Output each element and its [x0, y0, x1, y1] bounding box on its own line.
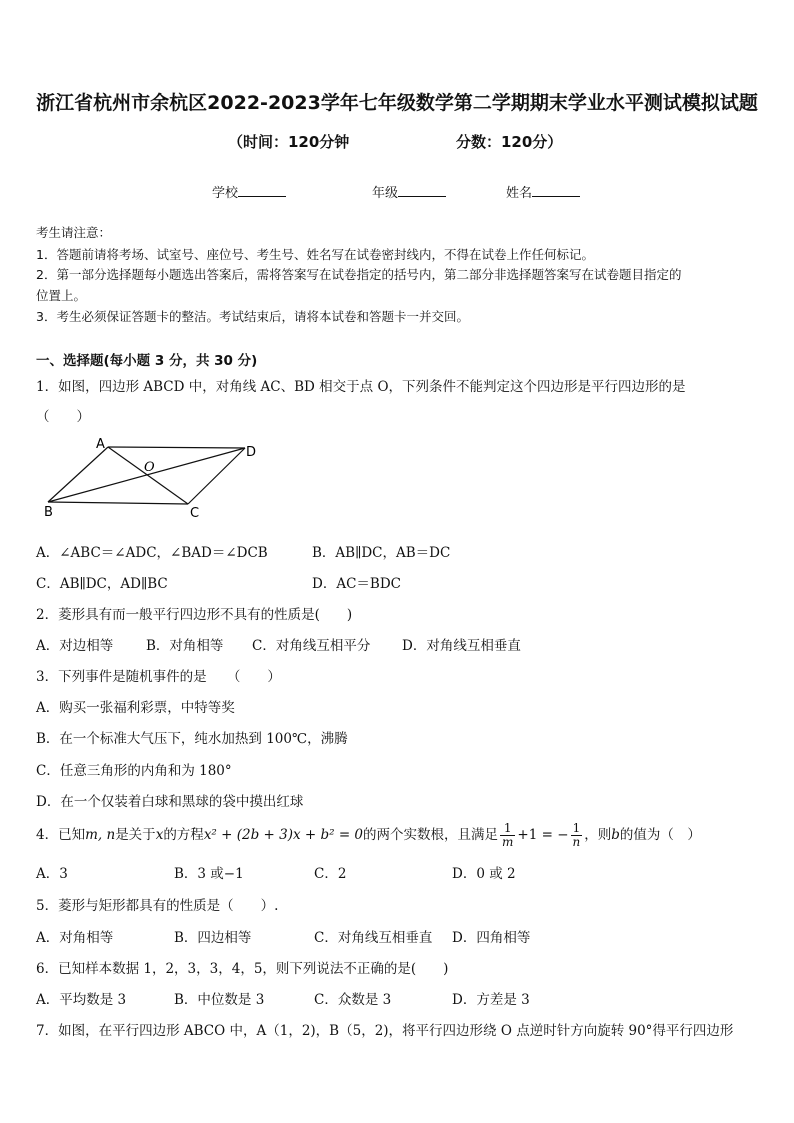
q4-frac-1: $\frac{1}{m}$ — [502, 821, 514, 849]
q2-option-d[interactable]: D．对角线互相垂直 — [402, 638, 521, 654]
q5-stem: 5．菱形与矩形都具有的性质是（ ）. — [36, 898, 279, 914]
q1-answer-paren: （ ） — [36, 409, 90, 425]
q1-option-d[interactable]: D．AC＝BDC — [312, 576, 401, 592]
notice-heading: 考生请注意： — [36, 225, 112, 240]
label-O: O — [144, 460, 155, 475]
q4-option-d[interactable]: D．0 或 2 — [452, 866, 516, 882]
section-heading: 一、选择题(每小题 3 分，共 30 分) — [36, 353, 258, 369]
q4-mid3: 的两个实数根，且满足 — [363, 827, 499, 843]
exam-title: 浙江省杭州市余杭区2022-2023学年七年级数学第二学期期末学业水平测试模拟试题 — [36, 92, 758, 114]
q4-pre: 4．已知 — [36, 827, 86, 843]
exam-score: 分数：120分） — [456, 133, 563, 151]
q1-option-b[interactable]: B．AB∥DC，AB＝DC — [312, 545, 451, 561]
q3-option-c[interactable]: C．任意三角形的内角和为 180° — [36, 763, 232, 779]
q1-option-a[interactable]: A．∠ABC＝∠ADC，∠BAD＝∠DCB — [36, 545, 268, 561]
q6-option-a[interactable]: A．平均数是 3 — [36, 992, 127, 1008]
q4-option-b[interactable]: B．3 或−1 — [174, 866, 244, 882]
name-label: 姓名 — [506, 186, 533, 201]
school-field — [212, 182, 286, 201]
q1-option-c[interactable]: C．AB∥DC，AD∥BC — [36, 576, 168, 592]
notice-item-2-cont: 位置上。 — [36, 288, 87, 303]
q3-option-d[interactable]: D．在一个仅装着白球和黑球的袋中摸出红球 — [36, 794, 304, 810]
name-blank[interactable] — [532, 184, 580, 197]
edge-AD — [108, 447, 245, 448]
school-blank[interactable] — [238, 184, 286, 197]
label-C: C — [190, 506, 200, 521]
q7-stem: 7．如图，在平行四边形 ABCO 中，A（1，2)，B（5，2)，将平行四边形绕 O 点逆时针方向旋转 90°得平行四边形 — [36, 1023, 734, 1039]
q4-stem — [36, 822, 701, 849]
q5-option-b[interactable]: B．四边相等 — [174, 930, 252, 946]
notice-item-3: 3．考生必须保证答题卡的整洁。考试结束后，请将本试卷和答题卡一并交回。 — [36, 309, 469, 324]
q5-option-a[interactable]: A．对角相等 — [36, 930, 114, 946]
q4-equation: x² + (2b + 3)x + b² = 0 — [203, 827, 364, 843]
grade-field — [372, 182, 446, 201]
exam-time: （时间：120分钟 — [228, 133, 350, 151]
q2-option-b[interactable]: B．对角相等 — [146, 638, 224, 654]
q4-option-a[interactable]: A．3 — [36, 866, 68, 882]
edge-CB — [48, 502, 188, 504]
q3-option-b[interactable]: B．在一个标准大气压下，纯水加热到 100℃，沸腾 — [36, 731, 348, 747]
q5-option-c[interactable]: C．对角线互相垂直 — [314, 930, 433, 946]
q1-stem: 1．如图，四边形 ABCD 中，对角线 AC、BD 相交于点 O，下列条件不能判定这个四边形是平行四边形的是 — [36, 379, 686, 395]
q6-option-b[interactable]: B．中位数是 3 — [174, 992, 265, 1008]
q4-post: ，则 — [584, 827, 612, 843]
school-label: 学校 — [212, 186, 239, 201]
q6-option-c[interactable]: C．众数是 3 — [314, 992, 392, 1008]
label-D: D — [246, 445, 257, 460]
q4-option-c[interactable]: C．2 — [314, 866, 347, 882]
q2-option-c[interactable]: C．对角线互相平分 — [252, 638, 371, 654]
q3-option-a[interactable]: A．购买一张福利彩票，中特等奖 — [36, 700, 235, 716]
notice-item-1: 1．答题前请将考场、试室号、座位号、考生号、姓名写在试卷密封线内，不得在试卷上作任何标记。 — [36, 247, 594, 262]
q6-stem: 6．已知样本数据 1，2，3，3，4，5，则下列说法不正确的是( ) — [36, 961, 449, 977]
diagonal-AC — [108, 447, 188, 504]
q2-stem: 2．菱形具有而一般平行四边形不具有的性质是( ) — [36, 607, 353, 623]
q6-option-d[interactable]: D．方差是 3 — [452, 992, 530, 1008]
q2-option-a[interactable]: A．对边相等 — [36, 638, 114, 654]
q4-mid1: 是关于 — [115, 827, 156, 843]
q4-mid2: 的方程 — [163, 827, 204, 843]
q4-vars: m, n — [85, 827, 116, 843]
q4-plus-one: +1 = − — [517, 827, 569, 843]
q3-stem: 3．下列事件是随机事件的是 （ ） — [36, 669, 281, 685]
label-A: A — [96, 437, 105, 452]
label-B: B — [44, 505, 53, 520]
parallelogram-figure — [40, 436, 270, 522]
q4-x: x — [155, 827, 164, 843]
grade-blank[interactable] — [398, 184, 446, 197]
name-field — [506, 182, 580, 201]
q4-b: b — [611, 827, 620, 843]
q4-frac-2: $\frac{1}{n}$ — [572, 821, 581, 849]
notice-item-2: 2．第一部分选择题每小题选出答案后，需将答案写在试卷指定的括号内，第二部分非选择题答案写在试卷题目指定的 — [36, 267, 682, 282]
q4-tail: 的值为（ ） — [619, 827, 701, 843]
grade-label: 年级 — [372, 186, 399, 201]
q5-option-d[interactable]: D．四角相等 — [452, 930, 531, 946]
